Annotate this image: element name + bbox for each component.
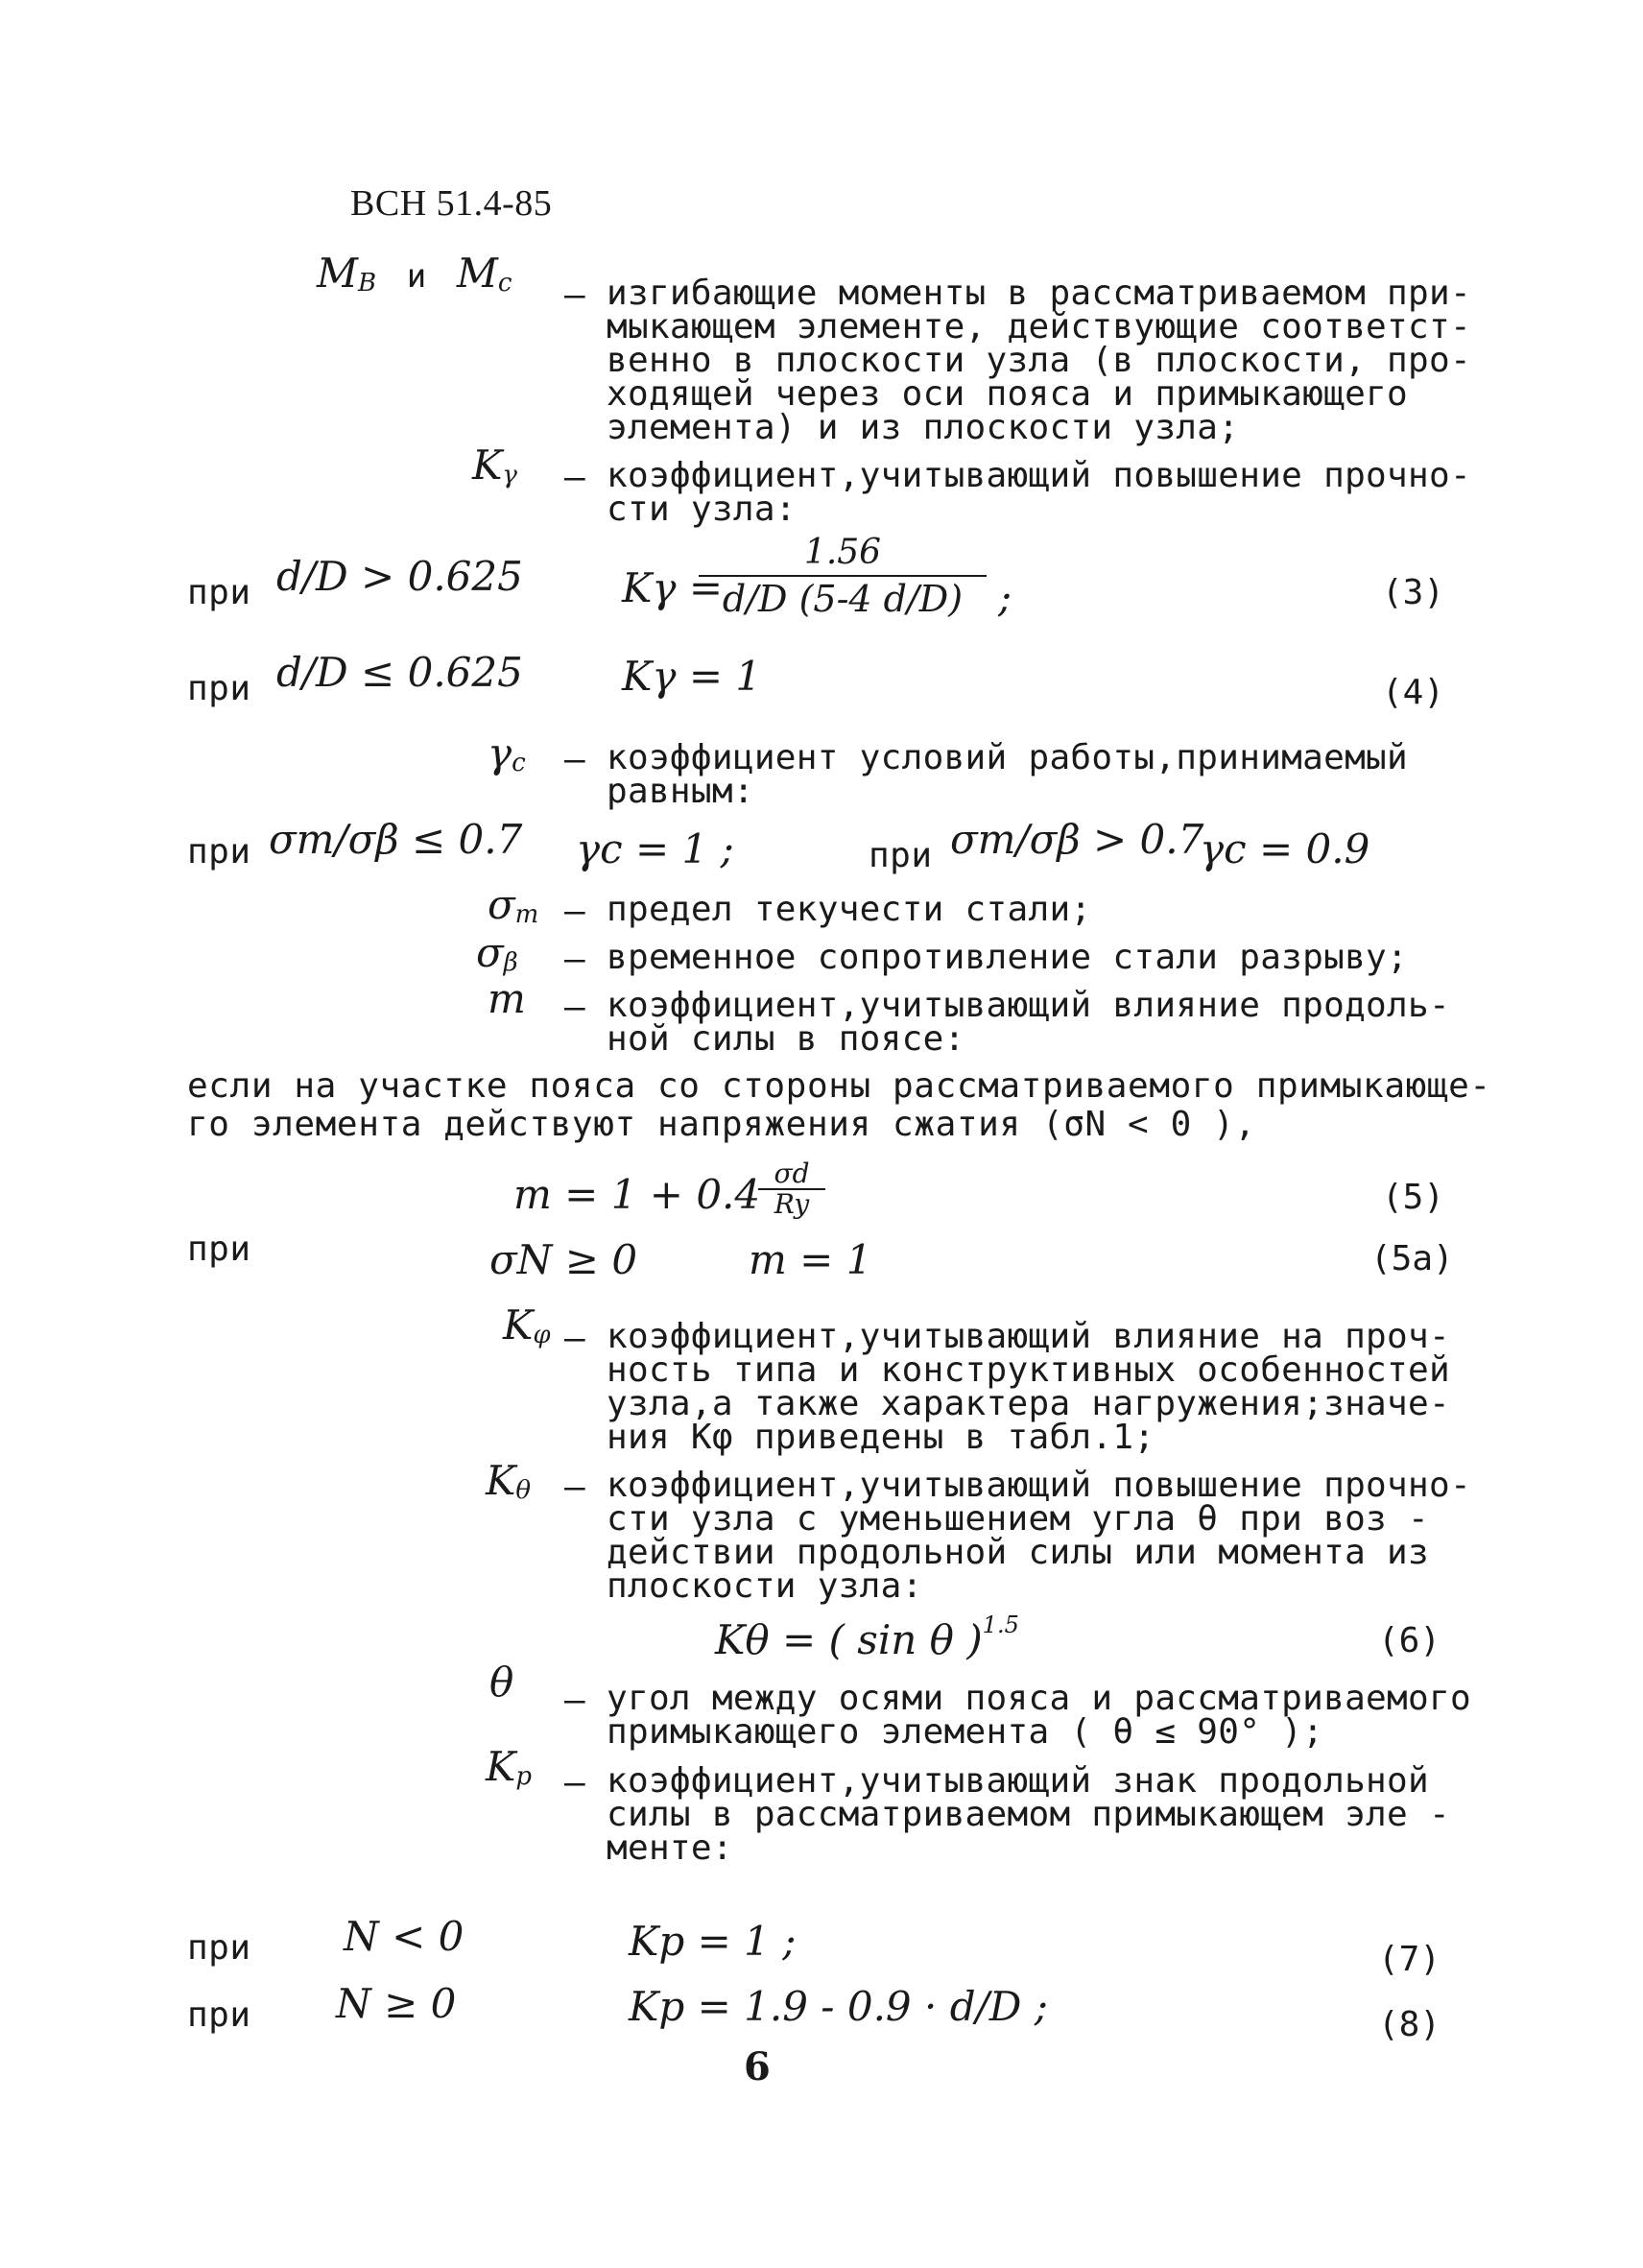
f5-fraction — [758, 1159, 825, 1219]
dash: – — [564, 988, 585, 1027]
symbol-st: $\sigma_т$ — [488, 881, 539, 930]
def-sb: временное сопротивление стали разрыву; — [607, 938, 1409, 977]
f5a-expr: m = 1 — [749, 1236, 872, 1283]
dash: – — [564, 940, 585, 979]
f3-tail: ; — [998, 574, 1012, 621]
symbol-kp: $K_p$ — [486, 1743, 533, 1792]
pri-label: при — [187, 1995, 251, 2035]
f8-expr: Kp = 1.9 - 0.9 · d/D ; — [629, 1983, 1048, 2030]
symbol-m: m — [488, 975, 526, 1022]
symbol-kth: $K_\theta$ — [486, 1457, 532, 1506]
f4-condition: d/D ≤ 0.625 — [276, 649, 523, 696]
def-theta: угол между осями пояса и рассматриваемого примыкающего элемента ( θ ≤ 90° ); — [607, 1679, 1471, 1752]
dash: – — [564, 740, 585, 779]
def-kf: коэффициент,учитывающий влияние на проч- ность типа и конструктивных особенностей узла,а также характера нагружения;значе- ния Kφ приведены в табл.1; — [607, 1317, 1450, 1457]
f5-lhs: m = 1 + 0.4 — [513, 1171, 761, 1218]
f8-cond: N ≥ 0 — [336, 1980, 457, 2027]
f3-fraction — [699, 533, 987, 619]
f6-expr-wrap — [715, 1605, 1019, 1662]
gc-expr1: γc = 1 ; — [576, 825, 734, 872]
eq-number-6: (6) — [1378, 1621, 1441, 1660]
eq-number-5: (5) — [1382, 1178, 1445, 1217]
paragraph-compression: если на участке пояса со стороны рассматриваемого примыкающе- го элемента действуют напряжения сжатия (σN < 0 ), — [187, 1066, 1491, 1144]
symbol-sb: $\sigma_\beta$ — [476, 929, 518, 978]
gc-expr2: γc = 0.9 — [1200, 825, 1370, 872]
gc-cond2: σт/σβ > 0.7 — [950, 816, 1204, 863]
dash: – — [564, 275, 585, 315]
pri-label: при — [187, 832, 251, 871]
dash: – — [564, 1681, 585, 1720]
pri-label: при — [187, 1229, 251, 1269]
def-kth: коэффициент,учитывающий повышение прочно- сти узла с уменьшением угла θ при воз - действии продольной силы или момента из плоскости узла: — [607, 1466, 1471, 1606]
f6-expr: Kθ = ( sin θ ) — [715, 1616, 983, 1663]
f5-numerator: σd — [774, 1158, 810, 1189]
symbol-mb-mc: $M_B$ и $M_c$ — [317, 250, 512, 298]
eq-number-3: (3) — [1382, 573, 1445, 612]
def-ky: коэффициент,учитывающий повышение прочно- сти узла: — [607, 456, 1471, 529]
gc-cond1: σт/σβ ≤ 0.7 — [269, 816, 523, 863]
eq-number-4: (4) — [1382, 673, 1445, 712]
f3-denominator: d/D (5-4 d/D) — [722, 578, 964, 620]
symbol-ky: $K_\gamma$ — [472, 442, 517, 490]
def-kp: коэффициент,учитывающий знак продольной силы в рассматриваемом примыкающем эле - менте: — [607, 1761, 1450, 1868]
pri-label: при — [187, 573, 251, 612]
pri-label: при — [187, 1928, 251, 1968]
eq-number-5a: (5а) — [1370, 1239, 1454, 1278]
symbol-kf: $K_\varphi$ — [503, 1301, 551, 1350]
def-mb-mc: изгибающие моменты в рассматриваемом при- мыкающем элементе, действующие соответст- венно в плоскости узла (в плоскости, про- ходящей через оси пояса и примыкающего элемента) и из плоскости узла; — [607, 274, 1471, 447]
f7-expr: Kp = 1 ; — [629, 1918, 797, 1965]
fraction-line — [699, 575, 987, 577]
f5-denominator: Ry — [774, 1188, 810, 1220]
dash: – — [564, 458, 585, 497]
eq-number-8: (8) — [1378, 2005, 1441, 2044]
page-number: 6 — [744, 2044, 771, 2089]
symbol-gc: $\gamma_c$ — [488, 729, 526, 778]
eq-number-7: (7) — [1378, 1940, 1441, 1979]
symbol-theta: θ — [489, 1659, 514, 1706]
f4-expr: Kγ = 1 — [622, 653, 762, 700]
def-st: предел текучести стали; — [607, 890, 1092, 929]
f7-cond: N < 0 — [344, 1913, 464, 1960]
def-gc: коэффициент условий работы,принимаемый равным: — [607, 738, 1409, 811]
doc-code: ВСН 51.4-85 — [350, 183, 553, 224]
pri-label: при — [187, 669, 251, 708]
f3-lhs: Kγ = — [622, 564, 724, 611]
dash: – — [564, 1763, 585, 1802]
f3-numerator: 1.56 — [803, 533, 882, 572]
dash: – — [564, 1319, 585, 1358]
pri-label: при — [869, 836, 933, 875]
f6-power: 1.5 — [982, 1611, 1019, 1638]
def-m: коэффициент,учитывающий влияние продоль- ной силы в поясе: — [607, 986, 1450, 1059]
f5a-cond: σN ≥ 0 — [489, 1236, 638, 1283]
dash: – — [564, 892, 585, 931]
f3-condition: d/D > 0.625 — [276, 553, 523, 600]
dash: – — [564, 1468, 585, 1507]
